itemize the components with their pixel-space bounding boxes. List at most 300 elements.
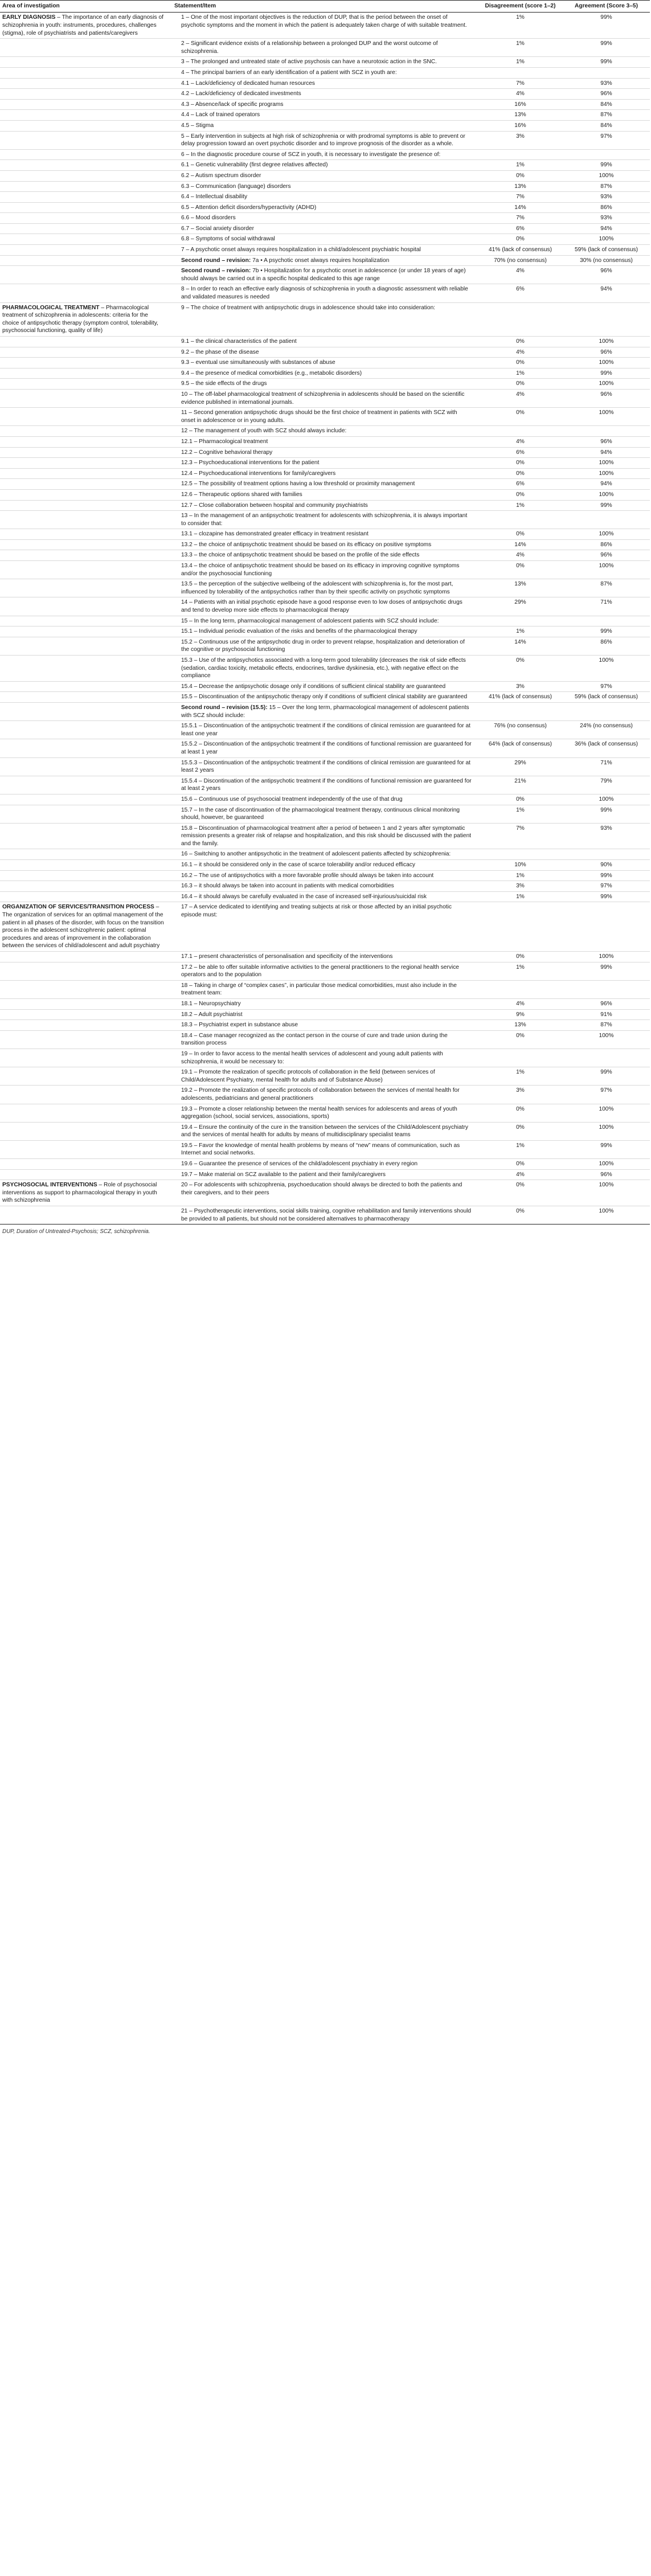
table-row [0, 89, 650, 100]
statement-text: 12 – The management of youth with SCZ should always include: [181, 428, 347, 435]
statement-cell [172, 302, 478, 336]
area-cell [0, 1159, 172, 1170]
statement-cell [172, 266, 478, 284]
agreement-value: 87% [564, 1020, 650, 1031]
table-row [0, 579, 650, 597]
statement-text: 6.1 – Genetic vulnerability (first degree relatives affected) [181, 162, 328, 169]
statement-cell [172, 721, 478, 739]
agreement-value [564, 702, 650, 720]
area-cell [0, 870, 172, 881]
agreement-value: 97% [564, 131, 650, 149]
area-cell [0, 561, 172, 579]
area-cell [0, 89, 172, 100]
statement-text: 9.5 – the side effects of the drugs [181, 380, 267, 387]
table-row [0, 213, 650, 224]
statement-text: 2 – Significant evidence exists of a relationship between a prolonged DUP and the worst outcome of schizophrenia. [181, 40, 438, 55]
area-description: – The importance of an early diagnosis of schizophrenia in youth: instruments, procedures, challenges (stigma), role of psychiatrists and patients/caregivers [2, 14, 163, 36]
disagreement-value: 41% (lack of consensus) [478, 692, 564, 703]
statement-text: 7b • Hospitalization for a psychotic onset in adolescence (or under 18 years of age) should always be carried out in a specific hospital dedicated to this age range [181, 268, 466, 282]
statement-text: 4.1 – Lack/deficiency of dedicated human resources [181, 80, 316, 87]
disagreement-value [478, 426, 564, 437]
table-row [0, 891, 650, 902]
statement-cell [172, 468, 478, 479]
disagreement-value: 4% [478, 436, 564, 447]
disagreement-value: 0% [478, 234, 564, 245]
agreement-value: 97% [564, 1086, 650, 1104]
table-row [0, 447, 650, 458]
statement-cell [172, 379, 478, 390]
area-description: – Role of psychosocial interventions as support to pharmacological therapy in youth with schizophrenia [2, 1182, 157, 1204]
area-cell [0, 1180, 172, 1206]
agreement-value [564, 149, 650, 160]
statement-text: 18.4 – Case manager recognized as the contact person in the course of cure and trade union during the transition process [181, 1032, 448, 1047]
disagreement-value: 29% [478, 757, 564, 776]
table-row [0, 1169, 650, 1180]
disagreement-value: 7% [478, 823, 564, 849]
area-cell [0, 1206, 172, 1224]
statement-text: 14 – Patients with an initial psychotic episode have a good response even to low doses of antipsychotic drugs and tend to develop more side effects to pharmacological therapy [181, 599, 462, 614]
disagreement-value: 7% [478, 192, 564, 203]
agreement-value [564, 902, 650, 952]
agreement-value: 94% [564, 284, 650, 302]
area-cell [0, 881, 172, 892]
table-row [0, 1206, 650, 1224]
area-cell [0, 170, 172, 181]
disagreement-value: 1% [478, 891, 564, 902]
agreement-value: 79% [564, 776, 650, 794]
statement-text: 19.2 – Promote the realization of specific protocols of collaboration between the services of mental health for adolescents, pediatricians and general practitioners [181, 1087, 460, 1101]
statement-text: 16.2 – The use of antipsychotics with a more favorable profile should always be taken into account [181, 872, 434, 879]
disagreement-value: 1% [478, 13, 564, 39]
statement-cell [172, 776, 478, 794]
disagreement-value: 1% [478, 57, 564, 68]
agreement-value: 99% [564, 500, 650, 511]
statement-cell [172, 656, 478, 682]
table-row [0, 181, 650, 192]
statement-cell [172, 823, 478, 849]
agreement-value: 100% [564, 170, 650, 181]
disagreement-value: 0% [478, 408, 564, 426]
agreement-value: 71% [564, 757, 650, 776]
area-cell [0, 1086, 172, 1104]
table-row [0, 120, 650, 131]
statement-text: 19 – In order to favor access to the mental health services of adolescent and young adult patients with schizophrenia, it would be necessary to: [181, 1050, 443, 1065]
area-cell [0, 234, 172, 245]
statement-cell [172, 110, 478, 121]
agreement-value: 100% [564, 1030, 650, 1049]
area-cell [0, 721, 172, 739]
area-cell [0, 379, 172, 390]
table-row [0, 980, 650, 998]
disagreement-value: 0% [478, 1180, 564, 1206]
table-row [0, 110, 650, 121]
statement-cell [172, 202, 478, 213]
table-row [0, 794, 650, 805]
statement-text: 12.1 – Pharmacological treatment [181, 438, 268, 445]
agreement-value: 100% [564, 1180, 650, 1206]
disagreement-value: 0% [478, 1206, 564, 1224]
table-row [0, 881, 650, 892]
consensus-table [0, 0, 650, 1224]
agreement-value: 100% [564, 952, 650, 963]
agreement-value: 86% [564, 637, 650, 655]
disagreement-value: 3% [478, 1086, 564, 1104]
statement-cell [172, 805, 478, 823]
statement-cell [172, 223, 478, 234]
agreement-value [564, 1049, 650, 1067]
area-cell [0, 702, 172, 720]
table-row [0, 1009, 650, 1020]
agreement-value: 59% (lack of consensus) [564, 245, 650, 256]
statement-text: 9.4 – the presence of medical comorbidities (e.g., metabolic disorders) [181, 370, 362, 376]
agreement-value: 100% [564, 1159, 650, 1170]
agreement-value: 99% [564, 1067, 650, 1086]
agreement-value: 59% (lack of consensus) [564, 692, 650, 703]
statement-cell [172, 794, 478, 805]
area-cell [0, 447, 172, 458]
area-cell [0, 962, 172, 980]
disagreement-value: 0% [478, 794, 564, 805]
table-row [0, 436, 650, 447]
area-cell [0, 245, 172, 256]
statement-text: 15.5.2 – Discontinuation of the antipsychotic treatment if the conditions of functional remission are guaranteed for at least 1 year [181, 741, 472, 755]
statement-text: 6.4 – Intellectual disability [181, 194, 248, 200]
statement-text: 6.2 – Autism spectrum disorder [181, 172, 261, 179]
table-row [0, 192, 650, 203]
statement-cell [172, 1020, 478, 1031]
area-description: – The organization of services for an optimal management of the patient in all phases of the disorder, with focus on the transition process in the adolescent schizophrenic patient: optimal procedures and areas of improvement in the collaboration between the services of child/adolescent and adult psychiatry [2, 904, 164, 949]
area-cell [0, 550, 172, 561]
table-row [0, 902, 650, 952]
area-cell [0, 681, 172, 692]
statement-text: 19.7 – Make material on SCZ available to the patient and their family/caregivers [181, 1171, 386, 1178]
statement-cell [172, 1140, 478, 1158]
disagreement-value: 13% [478, 110, 564, 121]
table-row [0, 1140, 650, 1158]
area-cell [0, 656, 172, 682]
table-row [0, 99, 650, 110]
statement-cell [172, 337, 478, 347]
statement-cell [172, 284, 478, 302]
agreement-value: 93% [564, 78, 650, 89]
disagreement-value: 1% [478, 368, 564, 379]
agreement-value: 97% [564, 681, 650, 692]
table-row [0, 131, 650, 149]
disagreement-value: 0% [478, 656, 564, 682]
disagreement-value: 6% [478, 284, 564, 302]
agreement-value: 87% [564, 181, 650, 192]
disagreement-value: 41% (lack of consensus) [478, 245, 564, 256]
statement-cell [172, 57, 478, 68]
area-cell [0, 223, 172, 234]
table-row [0, 67, 650, 78]
statement-cell [172, 1122, 478, 1140]
table-row [0, 962, 650, 980]
statement-text: 4.2 – Lack/deficiency of dedicated investments [181, 91, 301, 97]
revision-label: Second round – revision: [181, 257, 251, 264]
statement-text: 20 – For adolescents with schizophrenia, psychoeducation should always be directed to both the patients and their caregivers, and to their peers [181, 1182, 462, 1196]
statement-cell [172, 702, 478, 720]
area-cell [0, 1104, 172, 1122]
table-row [0, 302, 650, 336]
agreement-value: 87% [564, 110, 650, 121]
disagreement-value: 4% [478, 389, 564, 407]
statement-text: 19.1 – Promote the realization of specific protocols of collaboration in the field (between services of Child/Adolescent Psychiatry, mental health for adults and of Substance Abuse) [181, 1069, 435, 1083]
area-cell [0, 500, 172, 511]
statement-text: 4 – The principal barriers of an early identification of a patient with SCZ in youth are: [181, 69, 397, 76]
table-row [0, 739, 650, 757]
statement-cell [172, 860, 478, 871]
area-cell [0, 539, 172, 550]
statement-cell [172, 160, 478, 171]
disagreement-value: 1% [478, 1067, 564, 1086]
table-row [0, 39, 650, 57]
statement-text: 12.2 – Cognitive behavioral therapy [181, 449, 273, 456]
disagreement-value: 4% [478, 998, 564, 1009]
statement-cell [172, 998, 478, 1009]
agreement-value: 97% [564, 881, 650, 892]
table-row [0, 245, 650, 256]
agreement-value [564, 849, 650, 860]
area-cell [0, 181, 172, 192]
agreement-value: 99% [564, 962, 650, 980]
area-cell [0, 389, 172, 407]
statement-cell [172, 539, 478, 550]
table-row [0, 656, 650, 682]
table-row [0, 489, 650, 500]
statement-text: 16.3 – it should always be taken into account in patients with medical comorbidities [181, 883, 394, 890]
area-cell [0, 1020, 172, 1031]
area-cell [0, 637, 172, 655]
statement-cell [172, 891, 478, 902]
statement-text: 7 – A psychotic onset always requires hospitalization in a child/adolescent psychiatric hospital [181, 247, 421, 253]
area-cell [0, 110, 172, 121]
disagreement-value: 9% [478, 1009, 564, 1020]
statement-text: 13.5 – the perception of the subjective wellbeing of the adolescent with schizophrenia is, for the most part, influenced by tolerability of the antipsychotics rather than by their specific activity on psychotic symptoms [181, 581, 453, 595]
statement-text: 6.5 – Attention deficit disorders/hyperactivity (ADHD) [181, 204, 317, 211]
statement-cell [172, 550, 478, 561]
disagreement-value: 1% [478, 39, 564, 57]
agreement-value: 99% [564, 626, 650, 637]
statement-text: 7a • A psychotic onset always requires hospitalization [251, 257, 390, 264]
table-row [0, 379, 650, 390]
disagreement-value: 29% [478, 597, 564, 616]
header-disagreement: Disagreement (score 1–2) [478, 1, 564, 13]
area-cell [0, 1049, 172, 1067]
statement-cell [172, 479, 478, 490]
table-row [0, 78, 650, 89]
statement-cell [172, 78, 478, 89]
table-row [0, 561, 650, 579]
disagreement-value: 14% [478, 539, 564, 550]
area-cell [0, 511, 172, 529]
statement-cell [172, 952, 478, 963]
statement-cell [172, 1104, 478, 1122]
table-row [0, 529, 650, 540]
statement-cell [172, 597, 478, 616]
area-cell [0, 436, 172, 447]
table-row [0, 170, 650, 181]
area-cell [0, 358, 172, 368]
statement-text: 9.3 – eventual use simultaneously with substances of abuse [181, 359, 335, 366]
area-cell [0, 426, 172, 437]
statement-text: 16.1 – it should be considered only in the case of scarce tolerability and/or reduced efficacy [181, 862, 415, 869]
statement-cell [172, 358, 478, 368]
disagreement-value: 0% [478, 468, 564, 479]
disagreement-value: 6% [478, 447, 564, 458]
statement-cell [172, 1049, 478, 1067]
area-cell [0, 1030, 172, 1049]
agreement-value: 100% [564, 1104, 650, 1122]
table-row [0, 849, 650, 860]
statement-text: 12.7 – Close collaboration between hospital and community psychiatrists [181, 502, 368, 509]
statement-text: 18.1 – Neuropsychiatry [181, 1000, 241, 1007]
consensus-table-document [0, 0, 651, 1239]
agreement-value: 99% [564, 368, 650, 379]
agreement-value: 93% [564, 823, 650, 849]
statement-cell [172, 436, 478, 447]
disagreement-value [478, 149, 564, 160]
table-row [0, 458, 650, 469]
area-cell [0, 368, 172, 379]
area-cell [0, 347, 172, 358]
statement-cell [172, 13, 478, 39]
statement-text: 6 – In the diagnostic procedure course of SCZ in youth, it is necessary to investigate the presence of: [181, 151, 441, 158]
table-row [0, 626, 650, 637]
agreement-value: 96% [564, 347, 650, 358]
table-row [0, 13, 650, 39]
area-cell [0, 597, 172, 616]
statement-text: 13.1 – clozapine has demonstrated greater efficacy in treatment resistant [181, 531, 369, 538]
statement-text: 15.5.3 – Discontinuation of the antipsychotic treatment if the conditions of clinical remission are guaranteed for at least 2 years [181, 759, 470, 774]
statement-text: 12.6 – Therapeutic options shared with families [181, 491, 302, 498]
statement-cell [172, 181, 478, 192]
area-cell [0, 302, 172, 336]
disagreement-value [478, 616, 564, 626]
statement-text: 10 – The off-label pharmacological treatment of schizophrenia in adolescents should be based on the scientific evidence published in international journals. [181, 391, 465, 406]
disagreement-value: 3% [478, 681, 564, 692]
agreement-value: 100% [564, 489, 650, 500]
agreement-value [564, 302, 650, 336]
statement-cell [172, 213, 478, 224]
agreement-value: 96% [564, 389, 650, 407]
agreement-value: 71% [564, 597, 650, 616]
statement-text: 13.3 – the choice of antipsychotic treatment should be based on the profile of the side effects [181, 552, 420, 559]
agreement-value [564, 511, 650, 529]
table-row [0, 266, 650, 284]
agreement-value [564, 616, 650, 626]
disagreement-value: 70% (no consensus) [478, 255, 564, 266]
disagreement-value: 0% [478, 1030, 564, 1049]
area-cell [0, 823, 172, 849]
statement-text: 8 – In order to reach an effective early diagnosis of schizophrenia in youth a diagnostic assessment with reliable and validated measures is needed [181, 286, 468, 301]
statement-text: 12.5 – The possibility of treatment options having a low threshold or proximity management [181, 481, 415, 488]
area-cell [0, 255, 172, 266]
statement-text: 18 – Taking in charge of “complex cases”, in particular those medical comorbidities, must also include in the treatment team: [181, 982, 457, 997]
statement-text: 19.4 – Ensure the continuity of the cure in the transition between the services of the Child/Adolescent psychiatry and the services of mental health for adults by means of multidisciplinary specialist teams [181, 1124, 469, 1138]
disagreement-value: 1% [478, 962, 564, 980]
area-cell [0, 860, 172, 871]
disagreement-value [478, 849, 564, 860]
agreement-value: 100% [564, 458, 650, 469]
area-cell [0, 1122, 172, 1140]
disagreement-value: 13% [478, 579, 564, 597]
statement-cell [172, 511, 478, 529]
statement-cell [172, 192, 478, 203]
table-row [0, 500, 650, 511]
agreement-value: 90% [564, 860, 650, 871]
table-row [0, 597, 650, 616]
disagreement-value: 13% [478, 181, 564, 192]
table-row [0, 757, 650, 776]
statement-cell [172, 616, 478, 626]
disagreement-value: 0% [478, 170, 564, 181]
area-cell [0, 13, 172, 39]
statement-cell [172, 89, 478, 100]
agreement-value: 91% [564, 1009, 650, 1020]
statement-text: 17.1 – present characteristics of personalisation and specificity of the interventions [181, 953, 393, 960]
statement-cell [172, 681, 478, 692]
area-cell [0, 794, 172, 805]
area-cell [0, 202, 172, 213]
area-cell [0, 39, 172, 57]
agreement-value: 99% [564, 870, 650, 881]
disagreement-value: 14% [478, 202, 564, 213]
statement-text: 21 – Psychotherapeutic interventions, social skills training, cognitive rehabilitation and family interventions should be provided to all patients, but should not be considered alternatives to pharmacotherapy [181, 1208, 472, 1222]
statement-text: 6.8 – Symptoms of social withdrawal [181, 236, 275, 243]
table-row [0, 860, 650, 871]
agreement-value: 100% [564, 337, 650, 347]
statement-cell [172, 447, 478, 458]
table-row [0, 149, 650, 160]
disagreement-value: 0% [478, 379, 564, 390]
statement-cell [172, 757, 478, 776]
table-row [0, 1122, 650, 1140]
table-row [0, 681, 650, 692]
area-cell [0, 468, 172, 479]
disagreement-value: 6% [478, 479, 564, 490]
table-row [0, 389, 650, 407]
statement-cell [172, 849, 478, 860]
disagreement-value: 0% [478, 561, 564, 579]
disagreement-value: 14% [478, 637, 564, 655]
disagreement-value: 16% [478, 99, 564, 110]
agreement-value: 94% [564, 447, 650, 458]
statement-text: 15.5 – Discontinuation of the antipsychotic therapy only if conditions of sufficient clinical stability are guaranteed [181, 694, 468, 701]
area-cell [0, 131, 172, 149]
agreement-value [564, 426, 650, 437]
statement-cell [172, 881, 478, 892]
statement-text: 15.2 – Continuous use of the antipsychotic drug in order to prevent relapse, hospitalization and deterioration of the cognitive or psychosocial functioning [181, 638, 465, 653]
disagreement-value: 1% [478, 626, 564, 637]
disagreement-value: 7% [478, 78, 564, 89]
statement-text: 11 – Second generation antipsychotic drugs should be the first choice of treatment in patients with SCZ with onset in adolescence or in young adults. [181, 409, 457, 424]
statement-cell [172, 131, 478, 149]
statement-text: 13 – In the management of an antipsychotic treatment for adolescents with schizophrenia, it is always important to consider that: [181, 513, 468, 527]
table-row [0, 692, 650, 703]
statement-text: 16.4 – it should always be carefully evaluated in the case of increased self-injurious/suicidal risk [181, 893, 427, 900]
area-cell [0, 489, 172, 500]
statement-cell [172, 579, 478, 597]
table-row [0, 616, 650, 626]
table-footnote: DUP, Duration of Untreated-Psychosis; SCZ, schizophrenia. [2, 1228, 150, 1235]
statement-cell [172, 1067, 478, 1086]
agreement-value: 100% [564, 468, 650, 479]
statement-text: 9 – The choice of treatment with antipsychotic drugs in adolescence should take into consideration: [181, 304, 436, 311]
agreement-value: 100% [564, 358, 650, 368]
disagreement-value: 6% [478, 223, 564, 234]
statement-cell [172, 458, 478, 469]
